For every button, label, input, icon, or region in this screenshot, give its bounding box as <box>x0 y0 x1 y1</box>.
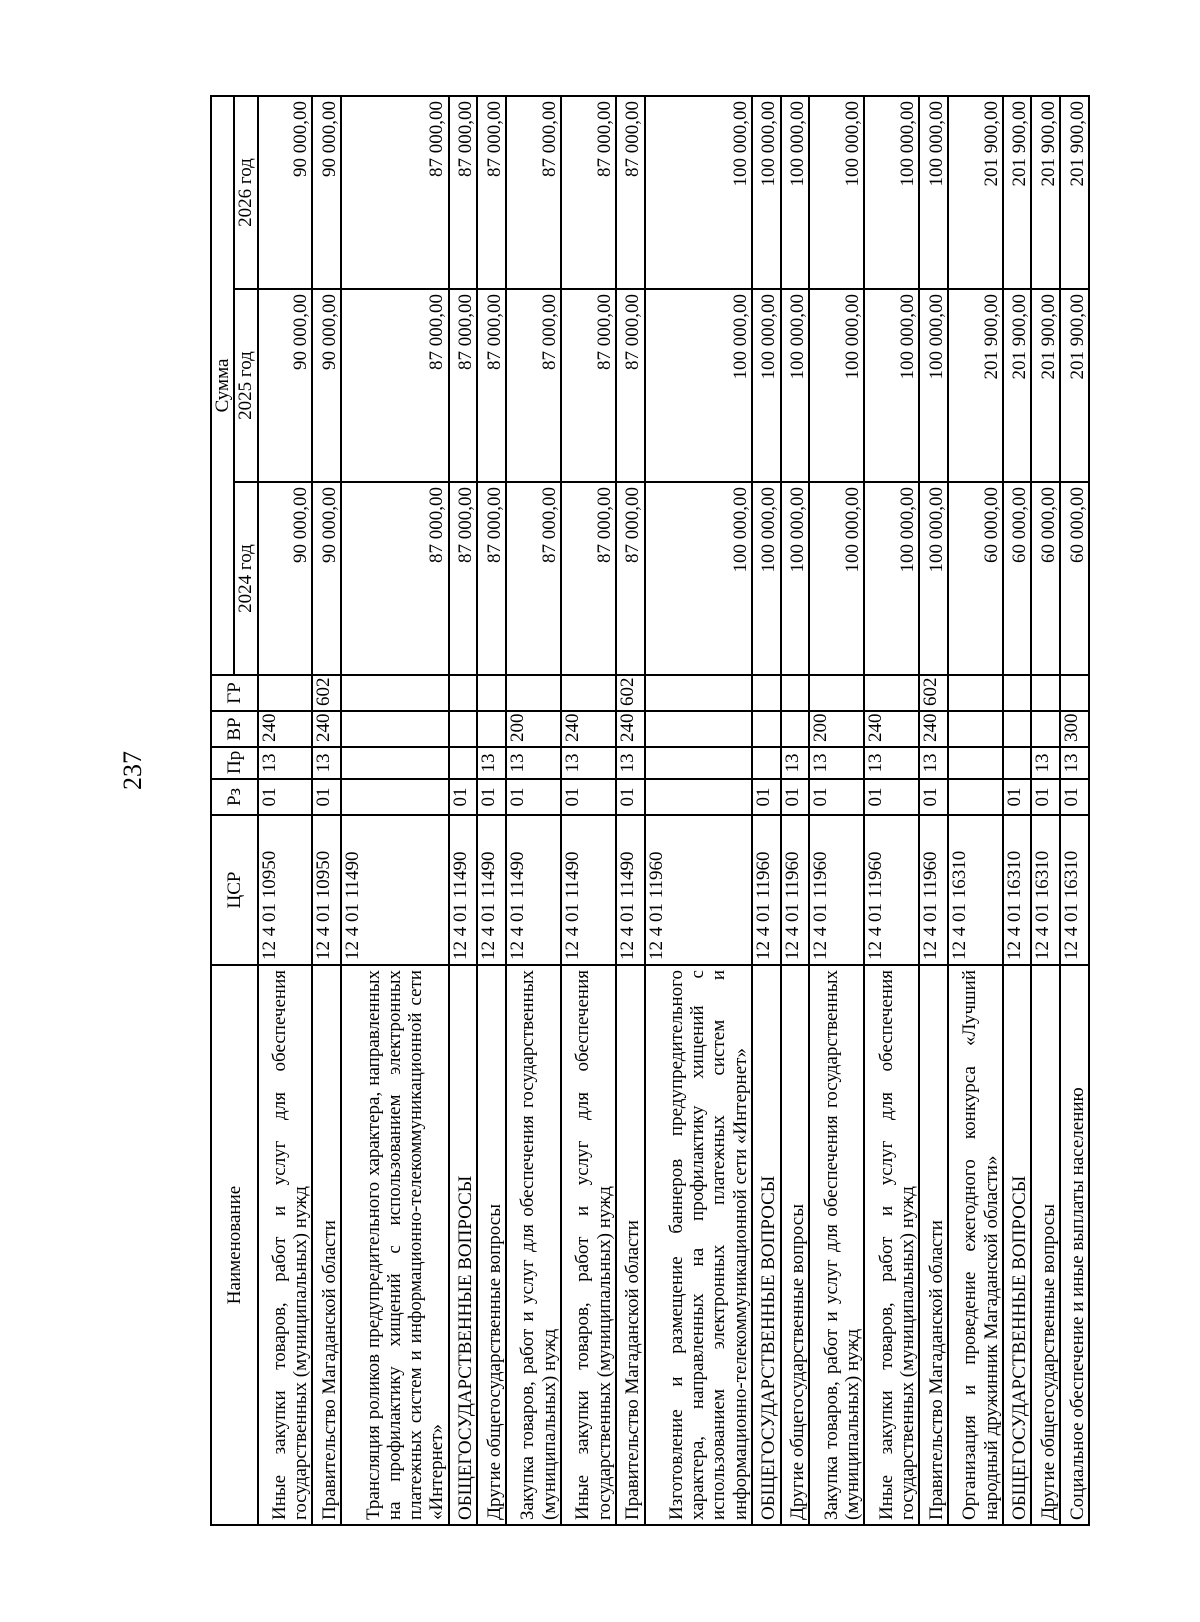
header-year-2025: 2025 год <box>234 289 257 482</box>
cell-2024: 87 000,00 <box>506 482 561 675</box>
cell-rz: 01 <box>752 779 781 815</box>
cell-2025: 100 000,00 <box>752 289 781 482</box>
cell-vr <box>752 711 781 747</box>
cell-csr: 12 4 01 11960 <box>864 815 919 965</box>
cell-csr: 12 4 01 11490 <box>561 815 616 965</box>
cell-vr: 240 <box>258 711 313 747</box>
cell-2024: 100 000,00 <box>752 482 781 675</box>
cell-vr: 240 <box>919 711 948 747</box>
header-csr: ЦСР <box>211 815 258 965</box>
page-number: 237 <box>118 751 147 790</box>
cell-csr: 12 4 01 11490 <box>341 815 448 965</box>
table-row <box>477 96 506 1525</box>
cell-name: Другие общегосударственные вопросы <box>781 965 810 1525</box>
cell-name: Правительство Магаданской области <box>616 965 645 1525</box>
cell-gr <box>809 675 864 711</box>
cell-2025: 100 000,00 <box>645 289 752 482</box>
cell-csr: 12 4 01 11490 <box>616 815 645 965</box>
cell-2026: 87 000,00 <box>341 96 448 289</box>
cell-pr: 13 <box>809 747 864 779</box>
cell-rz: 01 <box>258 779 313 815</box>
cell-vr <box>477 711 506 747</box>
cell-gr: 602 <box>616 675 645 711</box>
cell-rz: 01 <box>506 779 561 815</box>
cell-name: Иные закупки товаров, работ и услуг для обеспечения государственных (муниципальных) нужд <box>864 965 919 1525</box>
header-pr: Пр <box>211 747 258 779</box>
cell-vr <box>645 711 752 747</box>
cell-name: Правительство Магаданской области <box>919 965 948 1525</box>
cell-pr: 13 <box>919 747 948 779</box>
cell-pr <box>752 747 781 779</box>
cell-2024: 60 000,00 <box>1060 482 1089 675</box>
cell-2026: 87 000,00 <box>616 96 645 289</box>
cell-2026: 87 000,00 <box>449 96 478 289</box>
cell-2024: 60 000,00 <box>1003 482 1032 675</box>
cell-2026: 201 900,00 <box>1031 96 1060 289</box>
cell-2026: 100 000,00 <box>864 96 919 289</box>
cell-name: Иные закупки товаров, работ и услуг для обеспечения государственных (муниципальных) нужд <box>258 965 313 1525</box>
cell-csr: 12 4 01 11960 <box>752 815 781 965</box>
header-vr: ВР <box>211 711 258 747</box>
cell-gr <box>948 675 1003 711</box>
cell-csr: 12 4 01 16310 <box>1031 815 1060 965</box>
cell-name: Иные закупки товаров, работ и услуг для обеспечения государственных (муниципальных) нужд <box>561 965 616 1525</box>
cell-gr <box>477 675 506 711</box>
cell-pr: 13 <box>1031 747 1060 779</box>
cell-2026: 90 000,00 <box>258 96 313 289</box>
cell-name: Трансляция роликов предупредительного характера, направленных на профилактику хищений с использованием электронных платежных систем и информационно-телекоммуникационной сети «Интернет» <box>341 965 448 1525</box>
cell-2025: 87 000,00 <box>506 289 561 482</box>
cell-vr: 240 <box>864 711 919 747</box>
cell-csr: 12 4 01 11960 <box>781 815 810 965</box>
table-row <box>919 96 948 1525</box>
cell-gr <box>506 675 561 711</box>
table-row <box>312 96 341 1525</box>
table-row <box>1003 96 1032 1525</box>
cell-gr <box>1003 675 1032 711</box>
cell-2025: 201 900,00 <box>1003 289 1032 482</box>
cell-2026: 90 000,00 <box>312 96 341 289</box>
header-year-2026: 2026 год <box>234 96 257 289</box>
cell-2026: 201 900,00 <box>1060 96 1089 289</box>
cell-csr: 12 4 01 16310 <box>1003 815 1032 965</box>
cell-vr: 300 <box>1060 711 1089 747</box>
cell-gr <box>645 675 752 711</box>
cell-rz <box>948 779 1003 815</box>
cell-gr: 602 <box>919 675 948 711</box>
cell-vr <box>1003 711 1032 747</box>
cell-rz: 01 <box>864 779 919 815</box>
cell-rz <box>645 779 752 815</box>
cell-rz: 01 <box>809 779 864 815</box>
cell-2024: 60 000,00 <box>948 482 1003 675</box>
cell-2024: 87 000,00 <box>477 482 506 675</box>
cell-name: Социальное обеспечение и иные выплаты населению <box>1060 965 1089 1525</box>
header-gr: ГР <box>211 675 258 711</box>
cell-rz: 01 <box>561 779 616 815</box>
cell-2024: 100 000,00 <box>919 482 948 675</box>
cell-vr: 200 <box>506 711 561 747</box>
cell-csr: 12 4 01 11960 <box>919 815 948 965</box>
cell-name: Закупка товаров, работ и услуг для обеспечения государственных (муниципальных) нужд <box>506 965 561 1525</box>
cell-name: ОБЩЕГОСУДАРСТВЕННЫЕ ВОПРОСЫ <box>1003 965 1032 1525</box>
cell-pr: 13 <box>312 747 341 779</box>
rotated-table-container <box>210 96 1090 1526</box>
cell-gr <box>1031 675 1060 711</box>
header-name: Наименование <box>211 965 258 1525</box>
cell-name: Изготовление и размещение баннеров предупредительного характера, направленных на профилактику хищений с использованием электронных платежных систем и информационно-телекоммуникационной сети «Интернет» <box>645 965 752 1525</box>
cell-csr: 12 4 01 11960 <box>809 815 864 965</box>
table-row <box>781 96 810 1525</box>
cell-2026: 100 000,00 <box>919 96 948 289</box>
cell-2025: 90 000,00 <box>312 289 341 482</box>
cell-rz: 01 <box>781 779 810 815</box>
cell-vr <box>341 711 448 747</box>
table-row <box>506 96 561 1525</box>
cell-2025: 100 000,00 <box>864 289 919 482</box>
cell-rz: 01 <box>616 779 645 815</box>
cell-2025: 201 900,00 <box>948 289 1003 482</box>
cell-name: Другие общегосударственные вопросы <box>1031 965 1060 1525</box>
cell-rz: 01 <box>312 779 341 815</box>
table-row <box>616 96 645 1525</box>
cell-2025: 201 900,00 <box>1060 289 1089 482</box>
cell-vr <box>948 711 1003 747</box>
cell-2025: 90 000,00 <box>258 289 313 482</box>
cell-csr: 12 4 01 16310 <box>1060 815 1089 965</box>
cell-2025: 100 000,00 <box>781 289 810 482</box>
cell-gr <box>449 675 478 711</box>
cell-2024: 87 000,00 <box>616 482 645 675</box>
cell-2026: 201 900,00 <box>1003 96 1032 289</box>
cell-pr: 13 <box>616 747 645 779</box>
cell-gr <box>864 675 919 711</box>
cell-rz: 01 <box>1003 779 1032 815</box>
cell-2024: 90 000,00 <box>258 482 313 675</box>
cell-pr <box>1003 747 1032 779</box>
cell-2025: 87 000,00 <box>477 289 506 482</box>
cell-2025: 100 000,00 <box>809 289 864 482</box>
header-sum: Сумма <box>211 96 234 675</box>
cell-vr <box>449 711 478 747</box>
cell-2025: 100 000,00 <box>919 289 948 482</box>
cell-gr <box>1060 675 1089 711</box>
cell-name: Правительство Магаданской области <box>312 965 341 1525</box>
table-row <box>449 96 478 1525</box>
cell-2026: 100 000,00 <box>781 96 810 289</box>
cell-pr: 13 <box>477 747 506 779</box>
cell-csr: 12 4 01 11490 <box>449 815 478 965</box>
cell-name: ОБЩЕГОСУДАРСТВЕННЫЕ ВОПРОСЫ <box>752 965 781 1525</box>
table-row <box>1060 96 1089 1525</box>
cell-2025: 87 000,00 <box>341 289 448 482</box>
cell-rz <box>341 779 448 815</box>
cell-2026: 87 000,00 <box>561 96 616 289</box>
table-row <box>752 96 781 1525</box>
cell-2024: 90 000,00 <box>312 482 341 675</box>
cell-name: Закупка товаров, работ и услуг для обеспечения государственных (муниципальных) нужд <box>809 965 864 1525</box>
cell-2024: 100 000,00 <box>809 482 864 675</box>
cell-vr: 240 <box>312 711 341 747</box>
cell-name: Другие общегосударственные вопросы <box>477 965 506 1525</box>
cell-2025: 87 000,00 <box>616 289 645 482</box>
cell-csr: 12 4 01 11490 <box>477 815 506 965</box>
table-row <box>809 96 864 1525</box>
cell-vr <box>1031 711 1060 747</box>
cell-gr: 602 <box>312 675 341 711</box>
cell-pr <box>449 747 478 779</box>
table-row <box>561 96 616 1525</box>
header-rz: Рз <box>211 779 258 815</box>
table-body <box>258 96 1089 1525</box>
cell-2026: 100 000,00 <box>645 96 752 289</box>
cell-gr <box>258 675 313 711</box>
cell-pr: 13 <box>864 747 919 779</box>
cell-name: ОБЩЕГОСУДАРСТВЕННЫЕ ВОПРОСЫ <box>449 965 478 1525</box>
cell-2025: 201 900,00 <box>1031 289 1060 482</box>
cell-pr <box>645 747 752 779</box>
cell-2026: 100 000,00 <box>752 96 781 289</box>
table-row <box>258 96 313 1525</box>
cell-2024: 87 000,00 <box>561 482 616 675</box>
cell-2025: 87 000,00 <box>561 289 616 482</box>
cell-csr: 12 4 01 11490 <box>506 815 561 965</box>
cell-vr: 200 <box>809 711 864 747</box>
cell-2026: 201 900,00 <box>948 96 1003 289</box>
cell-pr: 13 <box>1060 747 1089 779</box>
cell-vr: 240 <box>616 711 645 747</box>
cell-name: Организация и проведение ежегодного конкурса «Лучший народный дружинник Магаданской области» <box>948 965 1003 1525</box>
cell-csr: 12 4 01 10950 <box>312 815 341 965</box>
cell-2026: 87 000,00 <box>506 96 561 289</box>
cell-gr <box>561 675 616 711</box>
cell-2024: 100 000,00 <box>781 482 810 675</box>
cell-2026: 87 000,00 <box>477 96 506 289</box>
cell-pr: 13 <box>506 747 561 779</box>
cell-2024: 87 000,00 <box>449 482 478 675</box>
table-header <box>211 96 258 1525</box>
cell-2024: 87 000,00 <box>341 482 448 675</box>
table-row <box>341 96 448 1525</box>
cell-pr: 13 <box>781 747 810 779</box>
cell-pr <box>341 747 448 779</box>
cell-2026: 100 000,00 <box>809 96 864 289</box>
table-row <box>1031 96 1060 1525</box>
cell-2024: 100 000,00 <box>864 482 919 675</box>
cell-csr: 12 4 01 11960 <box>645 815 752 965</box>
cell-rz: 01 <box>449 779 478 815</box>
cell-pr: 13 <box>561 747 616 779</box>
header-year-2024: 2024 год <box>234 482 257 675</box>
cell-rz: 01 <box>477 779 506 815</box>
cell-pr: 13 <box>258 747 313 779</box>
cell-rz: 01 <box>1031 779 1060 815</box>
cell-vr <box>781 711 810 747</box>
cell-pr <box>948 747 1003 779</box>
cell-csr: 12 4 01 10950 <box>258 815 313 965</box>
cell-gr <box>752 675 781 711</box>
budget-table <box>210 95 1090 1526</box>
cell-rz: 01 <box>1060 779 1089 815</box>
cell-gr <box>341 675 448 711</box>
cell-rz: 01 <box>919 779 948 815</box>
cell-2024: 100 000,00 <box>645 482 752 675</box>
cell-2025: 87 000,00 <box>449 289 478 482</box>
cell-gr <box>781 675 810 711</box>
cell-2024: 60 000,00 <box>1031 482 1060 675</box>
table-row <box>645 96 752 1525</box>
table-row <box>948 96 1003 1525</box>
cell-csr: 12 4 01 16310 <box>948 815 1003 965</box>
table-row <box>864 96 919 1525</box>
cell-vr: 240 <box>561 711 616 747</box>
